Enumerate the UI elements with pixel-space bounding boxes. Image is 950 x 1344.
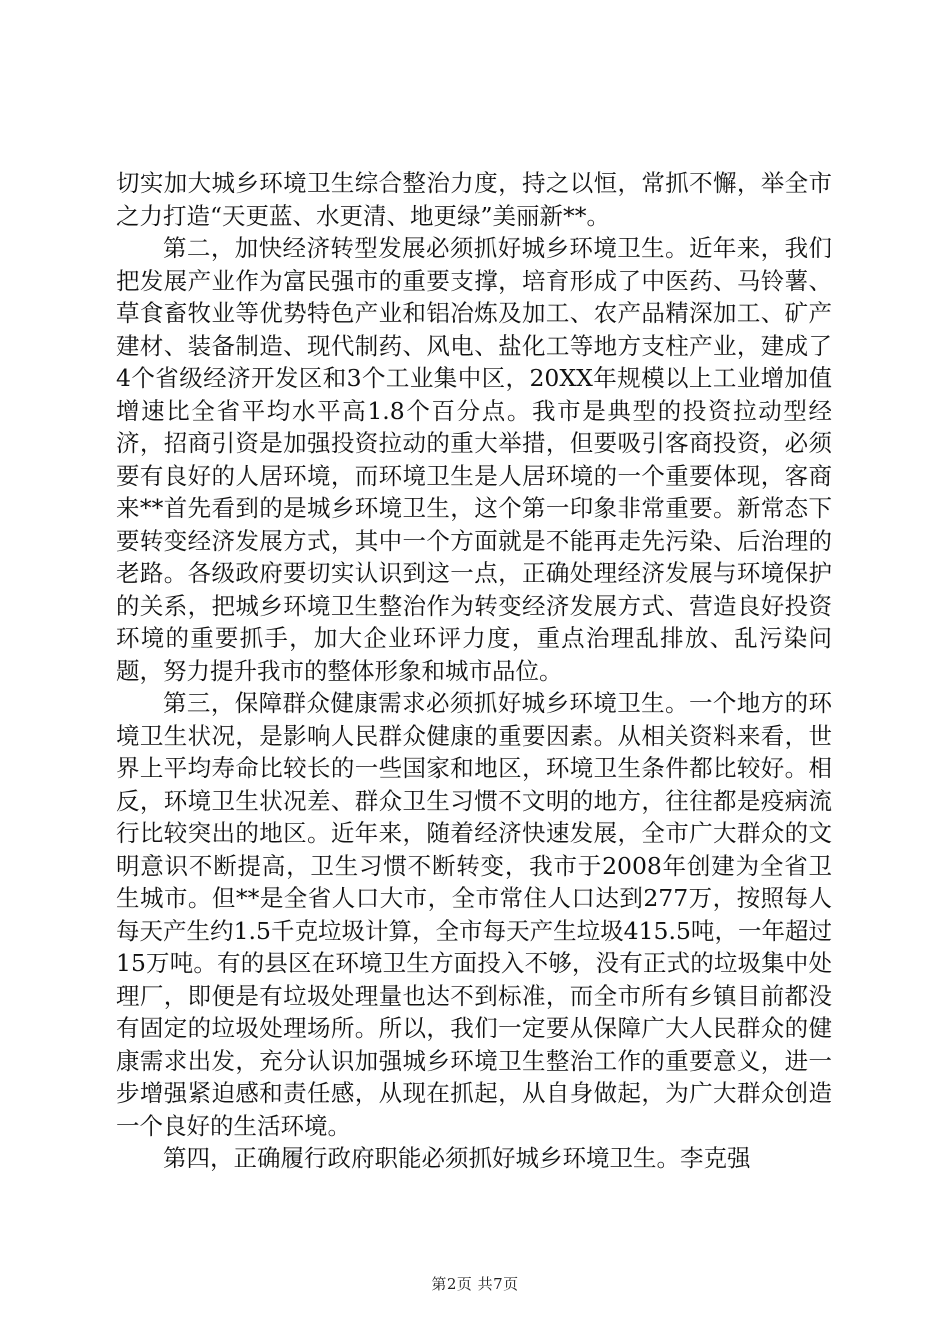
paragraph-continuation: 切实加大城乡环境卫生综合整治力度，持之以恒，常抓不懈，举全市之力打造“天更蓝、水更清、地更绿”美丽新**。 (116, 169, 832, 230)
page-number-footer: 第2页 共7页 (431, 1275, 519, 1293)
paragraph-public-health: 第三，保障群众健康需求必须抓好城乡环境卫生。一个地方的环境卫生状况，是影响人民群众健康的重要因素。从相关资料来看，世界上平均寿命比较长的一些国家和地区，环境卫生条件都比较好。相反，环境卫生状况差、群众卫生习惯不文明的地方，往往都是疫病流行比较突出的地区。近年来，随着经济快速发展，全市广大群众的文明意识不断提高，卫生习惯不断转变，我市于2008年创建为全省卫生城市。但**是全省人口大市，全市常住人口达到277万，按照每人每天产生约1.5千克垃圾计算，全市每天产生垃圾415.5吨，一年超过15万吨。有的县区在环境卫生方面投入不够，没有正式的垃圾集中处理厂，即便是有垃圾处理量也达不到标准，而全市所有乡镇目前都没有固定的垃圾处理场所。所以，我们一定要从保障广大人民群众的健康需求出发，充分认识加强城乡环境卫生整治工作的重要意义，进一步增强紧迫感和责任感，从现在抓起，从自身做起，为广大群众创造一个良好的生活环境。 (116, 689, 832, 1140)
paragraph-government-functions: 第四，正确履行政府职能必须抓好城乡环境卫生。李克强 (163, 1144, 751, 1172)
document-body (116, 167, 832, 1175)
paragraph-economic-transformation: 第二，加快经济转型发展必须抓好城乡环境卫生。近年来，我们把发展产业作为富民强市的重要支撑，培育形成了中医药、马铃薯、草食畜牧业等优势特色产业和铝冶炼及加工、农产品精深加工、矿产建材、装备制造、现代制药、风电、盐化工等地方支柱产业，建成了4个省级经济开发区和3个工业集中区，20XX年规模以上工业增加值增速比全省平均水平高1.8个百分点。我市是典型的投资拉动型经济，招商引资是加强投资拉动的重大举措，但要吸引客商投资，必须要有良好的人居环境，而环境卫生是人居环境的一个重要体现，客商来**首先看到的是城乡环境卫生，这个第一印象非常重要。新常态下要转变经济发展方式，其中一个方面就是不能再走先污染、后治理的老路。各级政府要切实认识到这一点，正确处理经济发展与环境保护的关系，把城乡环境卫生整治作为转变经济发展方式、营造良好投资环境的重要抓手，加大企业环评力度，重点治理乱排放、乱污染问题，努力提升我市的整体形象和城市品位。 (116, 234, 832, 685)
